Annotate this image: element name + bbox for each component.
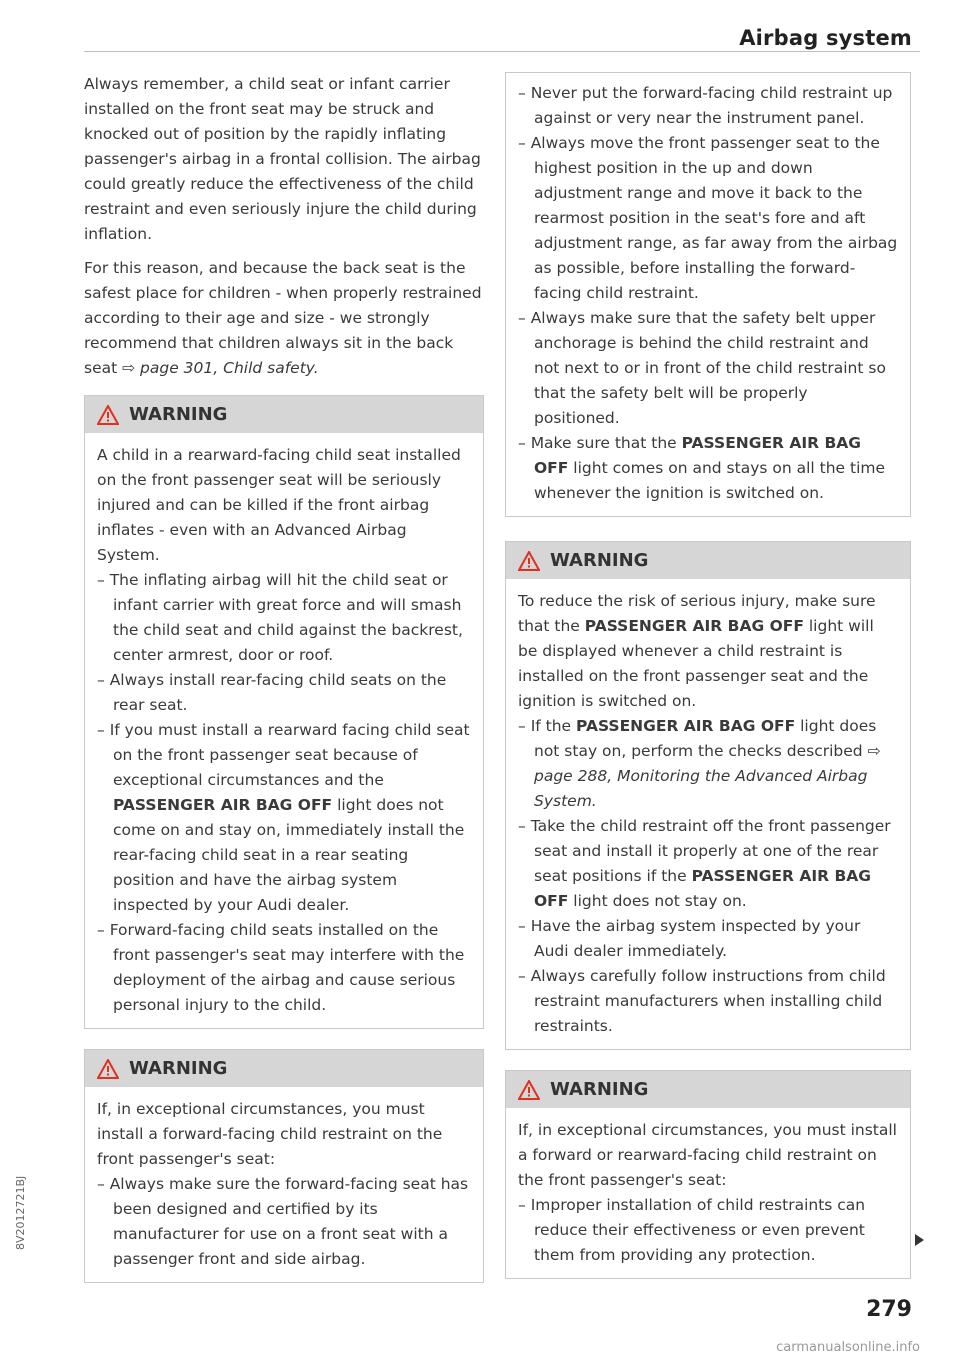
warning-title: WARNING xyxy=(550,550,649,571)
warning-triangle-icon xyxy=(97,405,119,425)
list-item xyxy=(518,431,898,506)
section-title: Airbag system xyxy=(739,26,912,50)
warning-box-2 xyxy=(84,1049,484,1283)
list-item: – Always carefully follow instructions from child restraint manufacturers when installing child restraints. xyxy=(518,964,898,1039)
list-item: – Never put the forward-facing child restraint up against or very near the instrument panel. xyxy=(518,81,898,131)
warning-triangle-icon xyxy=(97,1059,119,1079)
warning-header xyxy=(85,396,483,433)
list-item: – Forward-facing child seats installed on the front passenger's seat may interfere with the deployment of the airbag and cause serious personal injury to the child. xyxy=(97,918,471,1018)
list-item xyxy=(97,718,471,918)
list-item-text: light does not stay on, perform the checks described xyxy=(534,717,877,760)
warning-triangle-icon xyxy=(518,1080,540,1100)
intro-paragraph: Always remember, a child seat or infant carrier installed on the front seat may be struck and knocked out of position by the rapidly inflating passenger's airbag in a frontal collision. The airbag could greatly reduce the effectiveness of the child restraint and even seriously injure the child during inflation. xyxy=(84,75,481,243)
header-rule xyxy=(84,51,920,52)
list-item-text: If the xyxy=(530,717,572,735)
list-item: – Improper installation of child restraints can reduce their effectiveness or even prevent them from providing any protection. xyxy=(518,1193,898,1268)
indicator-name: PASSENGER AIR BAG OFF xyxy=(113,796,333,814)
list-item-text: Take the child restraint off the front passenger seat and install it properly at one of the rear seat positions if the xyxy=(530,817,891,885)
list-item xyxy=(518,814,898,914)
continue-arrow-icon xyxy=(915,1234,924,1246)
list-item: – Always install rear-facing child seats on the rear seat. xyxy=(97,668,471,718)
indicator-name: PASSENGER AIR BAG OFF xyxy=(576,717,796,735)
list-item: – Have the airbag system inspected by your Audi dealer immediately. xyxy=(518,914,898,964)
warning-header xyxy=(506,1071,910,1108)
warning-title: WARNING xyxy=(550,1079,649,1100)
indicator-name: PASSENGER AIR BAG OFF xyxy=(534,434,862,477)
warning-intro: A child in a rearward-facing child seat installed on the front passenger seat will be seriously injured and can be killed if the front airbag inflates - even with an Advanced Airbag System. xyxy=(97,446,461,564)
warning-box-4 xyxy=(505,1070,911,1279)
list-item: – The inflating airbag will hit the child seat or infant carrier with great force and will smash the child seat and child against the backrest, center armrest, door or roof. xyxy=(97,568,471,668)
recommendation-text: For this reason, and because the back seat is the safest place for children - when properly restrained according to their age and size - we strongly recommend that children always sit in the back seat xyxy=(84,259,482,377)
left-column xyxy=(84,72,484,1303)
monitoring-airbag-link[interactable]: ⇨ page 288, Monitoring the Advanced Airbag System. xyxy=(534,742,881,810)
warning-title: WARNING xyxy=(129,1058,228,1079)
watermark: carmanualsonline.info xyxy=(776,1340,920,1355)
warning-intro: If, in exceptional circumstances, you must install a forward-facing child restraint on the front passenger's seat: xyxy=(97,1100,443,1168)
list-item: – Always move the front passenger seat to the highest position in the up and down adjustment range and move it back to the rearmost position in the seat's fore and aft adjustment range, as far away from the airbag as possible, before installing the forward-facing child restraint. xyxy=(518,131,898,306)
list-item-text: light comes on and stays on all the time whenever the ignition is switched on. xyxy=(534,459,886,502)
warning-title: WARNING xyxy=(129,404,228,425)
list-item-text: Make sure that the xyxy=(530,434,677,452)
indicator-name: PASSENGER AIR BAG OFF xyxy=(584,617,804,635)
recommendation-paragraph xyxy=(84,256,484,381)
list-item: – Always make sure that the safety belt upper anchorage is behind the child restraint and not next to or in front of the child restraint so that the safety belt will be properly positioned. xyxy=(518,306,898,431)
warning-intro-text: To reduce the risk of serious injury, make sure that the xyxy=(518,592,876,635)
warning-intro: If, in exceptional circumstances, you must install a forward or rearward-facing child restraint on the front passenger's seat: xyxy=(518,1121,897,1189)
warning-box-1 xyxy=(84,395,484,1029)
list-item-text: light does not come on and stay on, immediately install the rear-facing child seat in a rear seating position and have the airbag system inspected by your Audi dealer. xyxy=(113,796,465,914)
page-number: 279 xyxy=(866,1297,912,1322)
continued-warning-box xyxy=(505,72,911,517)
child-safety-link[interactable]: ⇨ page 301, Child safety. xyxy=(122,359,319,377)
document-code: 8V2012721BJ xyxy=(14,1175,27,1250)
warning-header xyxy=(85,1050,483,1087)
warning-intro xyxy=(518,589,898,714)
right-column xyxy=(505,72,911,1299)
list-item: – Always make sure the forward-facing seat has been designed and certified by its manufacturer for use on a front seat with a passenger front and side airbag. xyxy=(97,1172,471,1272)
warning-intro-text: light will be displayed whenever a child restraint is installed on the front passenger seat and the ignition is switched on. xyxy=(518,617,874,710)
warning-box-3 xyxy=(505,541,911,1050)
indicator-name: PASSENGER AIR BAG OFF xyxy=(534,867,871,910)
warning-header xyxy=(506,542,910,579)
warning-triangle-icon xyxy=(518,551,540,571)
list-item xyxy=(518,714,898,814)
list-item-text: If you must install a rearward facing child seat on the front passenger seat because of exceptional circumstances and the xyxy=(109,721,470,789)
list-item-text: light does not stay on. xyxy=(573,892,747,910)
